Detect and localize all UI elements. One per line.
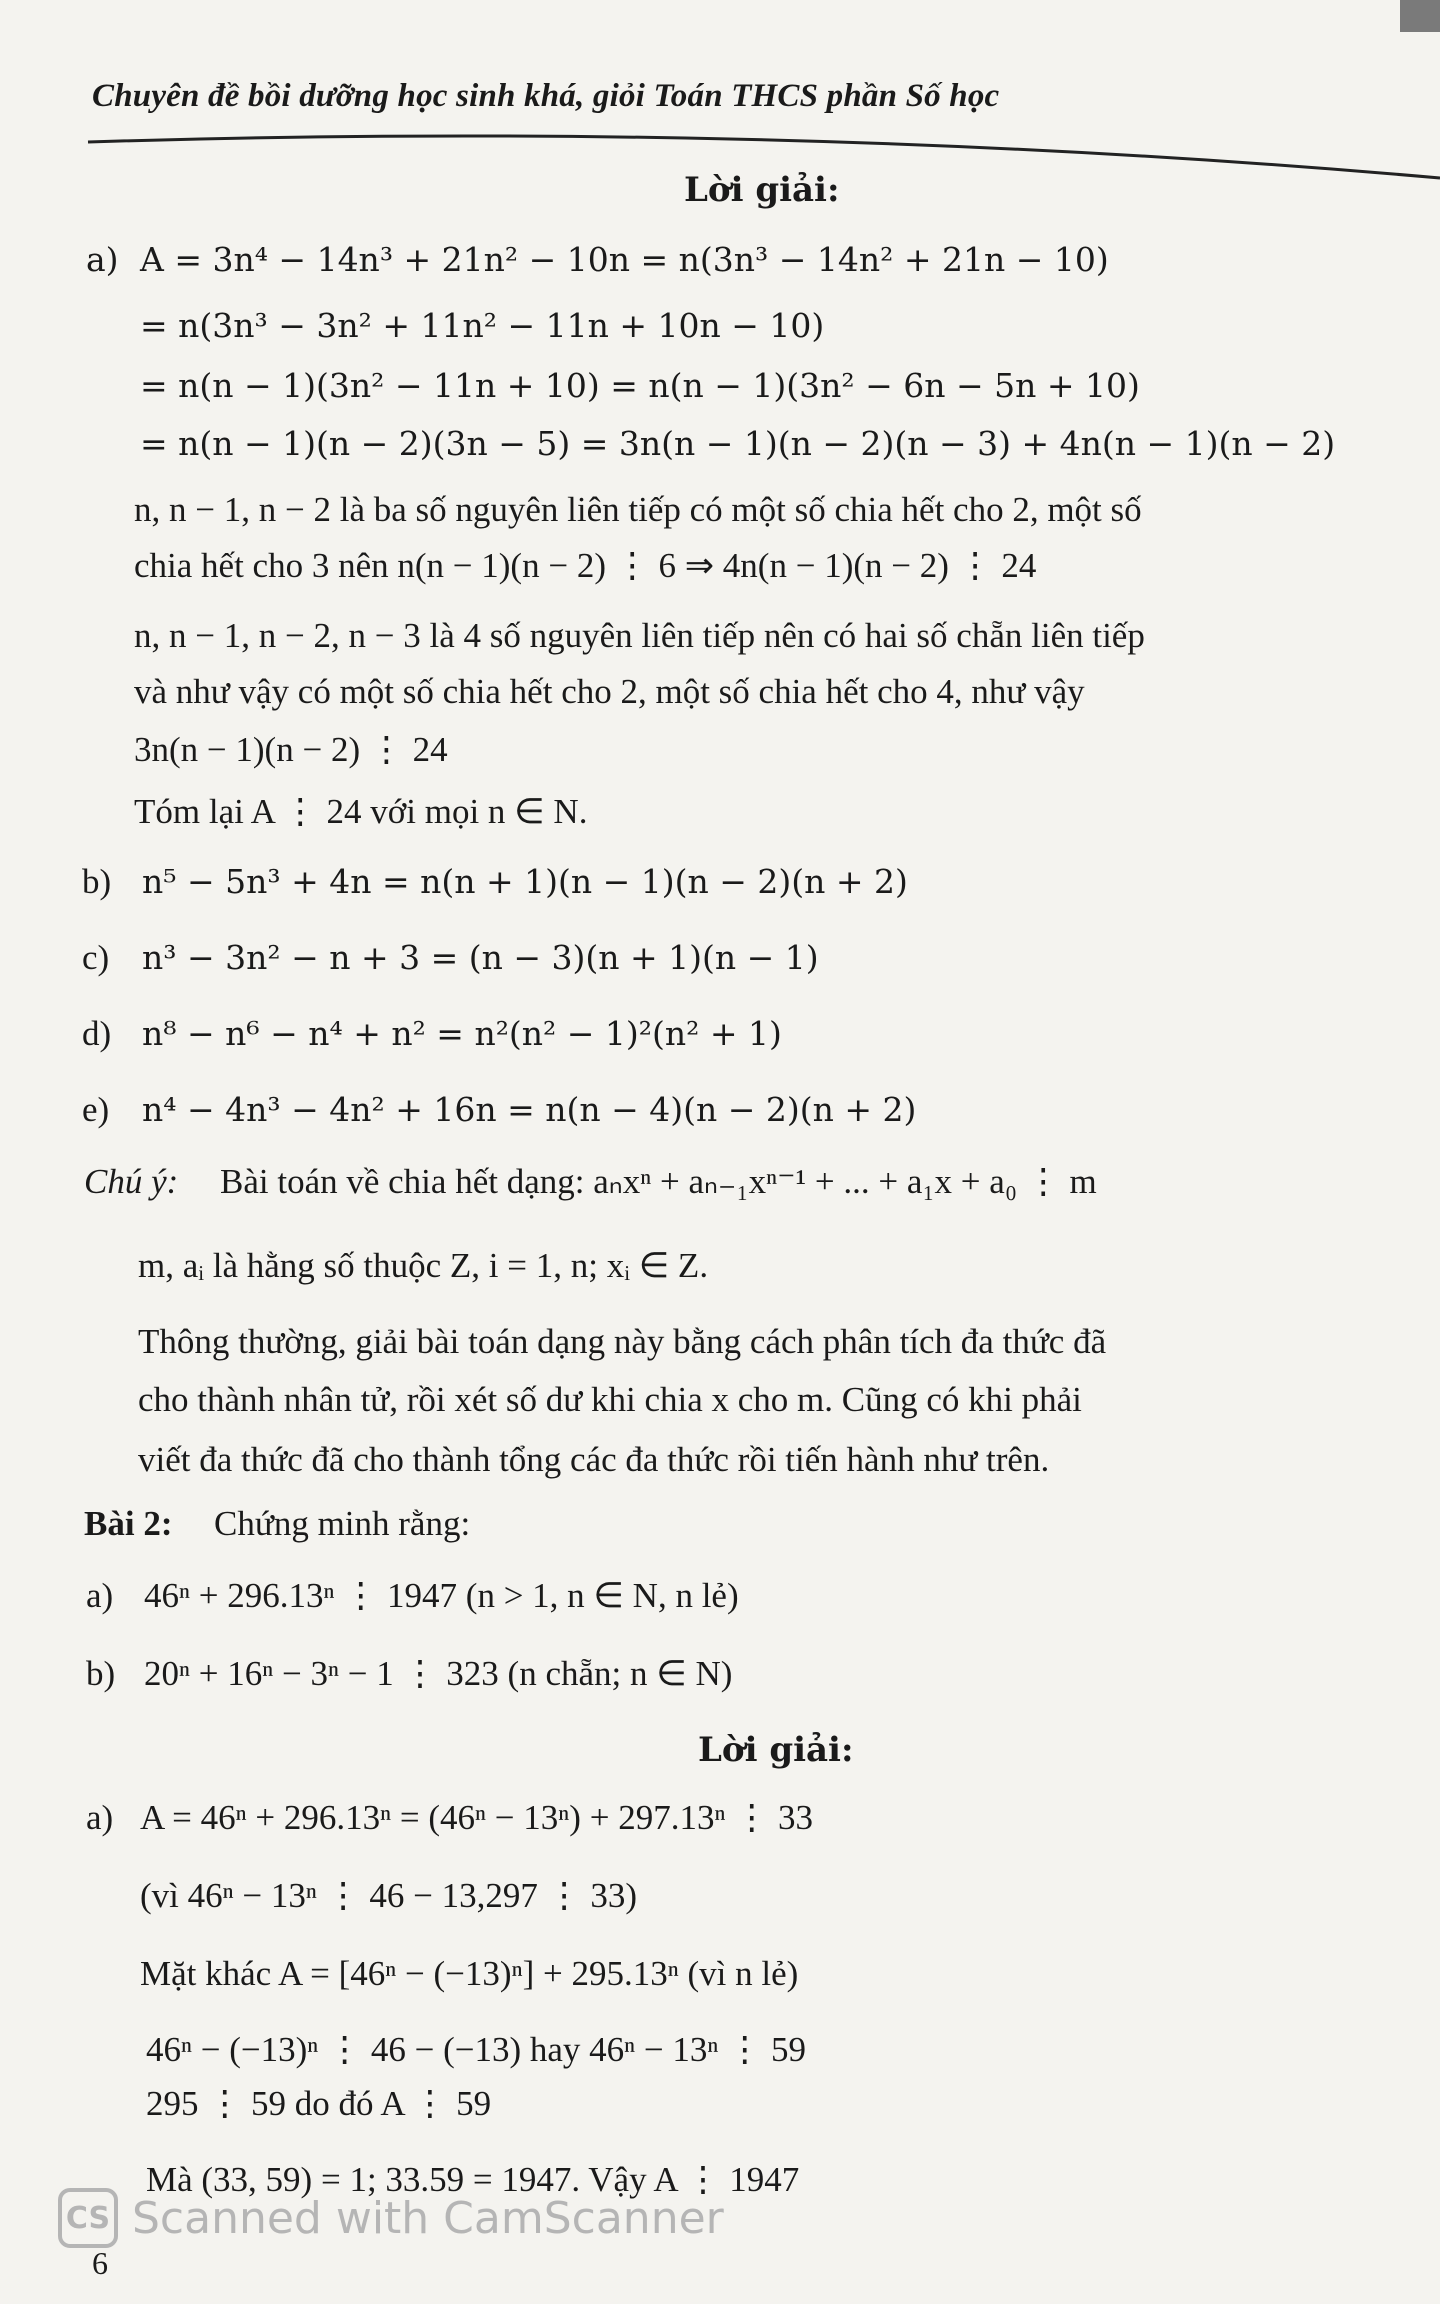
paragraph-line: chia hết cho 3 nên n(n − 1)(n − 2) ⋮ 6 ⇒ 4n(n − 1)(n − 2) ⋮ 24 [134,546,1037,585]
solution-line: 46ⁿ − (−13)ⁿ ⋮ 46 − (−13) hay 46ⁿ − 13ⁿ ⋮ 59 [146,2030,806,2069]
paragraph-line: n, n − 1, n − 2, n − 3 là 4 số nguyên liên tiếp nên có hai số chẵn liên tiếp [134,616,1145,655]
exercise-title: Chứng minh rằng: [214,1504,471,1543]
item-formula: 46ⁿ + 296.13ⁿ ⋮ 1947 (n > 1, n ∈ N, n lẻ) [144,1576,739,1615]
watermark-text: Scanned with CamScanner [132,2192,724,2244]
solution-heading-2: Lời giải: [698,1730,854,1770]
item-label: a) [86,1576,114,1615]
item-formula: n³ − 3n² − n + 3 = (n − 3)(n + 1)(n − 1) [142,938,819,977]
solution-line: 295 ⋮ 59 do đó A ⋮ 59 [146,2084,492,2123]
item-formula: n⁵ − 5n³ + 4n = n(n + 1)(n − 1)(n − 2)(n + 2) [142,862,908,901]
camscanner-watermark [58,2188,724,2248]
math-line: = n(n − 1)(n − 2)(3n − 5) = 3n(n − 1)(n − 2)(n − 3) + 4n(n − 1)(n − 2) [140,424,1336,463]
math-line: = n(n − 1)(3n² − 11n + 10) = n(n − 1)(3n² − 6n − 5n + 10) [140,366,1140,405]
solution-line: A = 46ⁿ + 296.13ⁿ = (46ⁿ − 13ⁿ) + 297.13ⁿ ⋮ 33 [140,1798,813,1837]
solution-heading-1: Lời giải: [684,170,840,210]
note-paragraph-line: viết đa thức đã cho thành tổng các đa thức rồi tiến hành như trên. [138,1440,1050,1479]
solution-line: Mà (33, 59) = 1; 33.59 = 1947. Vậy A ⋮ 1947 [146,2160,800,2199]
item-label: c) [82,938,110,977]
paragraph-line: 3n(n − 1)(n − 2) ⋮ 24 [134,730,448,769]
page-header-title: Chuyên đề bồi dưỡng học sinh khá, giỏi Toán THCS phần Số học [92,78,1000,114]
page-number: 6 [92,2245,108,2281]
note-paragraph-line: cho thành nhân tử, rồi xét số dư khi chia x cho m. Cũng có khi phải [138,1380,1082,1419]
item-formula: n⁴ − 4n³ − 4n² + 16n = n(n − 4)(n − 2)(n + 2) [142,1090,917,1129]
paragraph-line: và như vậy có một số chia hết cho 2, một số chia hết cho 4, như vậy [134,672,1085,711]
item-label: d) [82,1014,112,1053]
camscanner-logo-icon: CS [58,2188,118,2248]
item-label: e) [82,1090,110,1129]
solution-line: Mặt khác A = [46ⁿ − (−13)ⁿ] + 295.13ⁿ (vì n lẻ) [140,1954,799,1993]
math-line: A = 3n⁴ − 14n³ + 21n² − 10n = n(3n³ − 14n² + 21n − 10) [140,240,1109,279]
note-label: Chú ý: [84,1162,179,1201]
item-formula: 20ⁿ + 16ⁿ − 3ⁿ − 1 ⋮ 323 (n chẵn; n ∈ N) [144,1654,733,1693]
paragraph-line: n, n − 1, n − 2 là ba số nguyên liên tiếp có một số chia hết cho 2, một số [134,490,1142,529]
summary-line: Tóm lại A ⋮ 24 với mọi n ∈ N. [134,792,588,831]
note-definition-line: m, aᵢ là hằng số thuộc Z, i = 1, n; xᵢ ∈ Z. [138,1246,709,1285]
math-line: = n(3n³ − 3n² + 11n² − 11n + 10n − 10) [140,306,825,345]
item-label: b) [86,1654,116,1693]
exercise-label: Bài 2: [84,1504,173,1543]
item-label: b) [82,862,112,901]
item-formula: n⁸ − n⁶ − n⁴ + n² = n²(n² − 1)²(n² + 1) [142,1014,782,1053]
header-rule [80,100,1440,180]
scan-corner-shadow [1400,0,1440,32]
solution-line: (vì 46ⁿ − 13ⁿ ⋮ 46 − 13,297 ⋮ 33) [140,1876,638,1915]
part-a-label: a) [86,1798,114,1837]
note-paragraph-line: Thông thường, giải bài toán dạng này bằng cách phân tích đa thức đã [138,1322,1107,1361]
part-a-label: a) [86,240,119,279]
note-formula-line: Bài toán về chia hết dạng: aₙxⁿ + aₙ₋₁xⁿ⁻¹ + ... + a₁x + a₀ ⋮ m [220,1162,1097,1201]
